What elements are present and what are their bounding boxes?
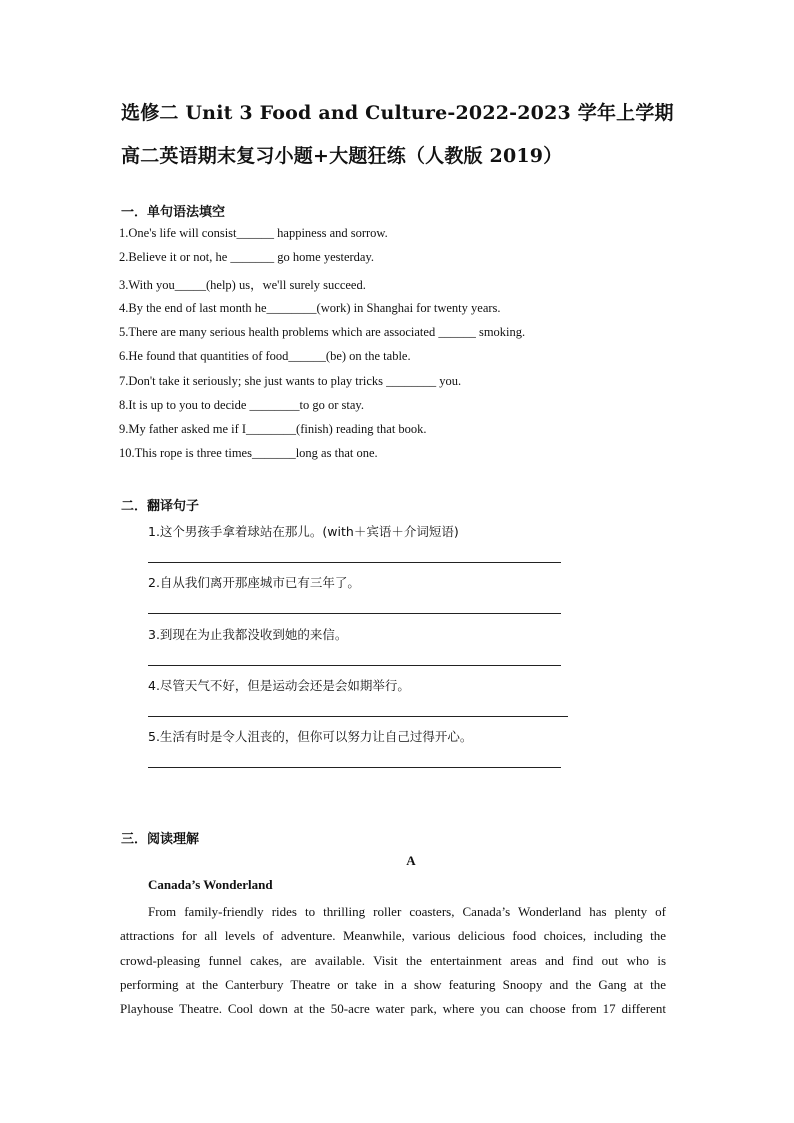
section-heading-grammar: 一．单句语法填空 bbox=[121, 205, 226, 220]
section-heading-reading: 三．阅读理解 bbox=[121, 832, 200, 847]
translation-prompt-4: 4.尽管天气不好，但是运动会还是会如期举行。 bbox=[148, 678, 410, 693]
passage-title: Canada’s Wonderland bbox=[148, 877, 273, 892]
grammar-question-8: 8.It is up to you to decide ________to go or stay. bbox=[119, 398, 364, 412]
grammar-question-5: 5.There are many serious health problems which are associated ______ smoking. bbox=[119, 325, 526, 339]
translation-prompt-1: 1.这个男孩手拿着球站在那儿。(with＋宾语＋介词短语) bbox=[148, 524, 459, 539]
passage-line-1: From family-friendly rides to thrilling roller coasters, Canada’s Wonderland has plenty of bbox=[148, 904, 666, 919]
translation-prompt-3: 3.到现在为止我都没收到她的来信。 bbox=[148, 627, 348, 642]
passage-line-3: crowd-pleasing funnel cakes, are available. Visit the entertainment areas and find out who is bbox=[120, 952, 666, 968]
grammar-question-7: 7.Don't take it seriously; she just wants to play tricks ________ you. bbox=[119, 374, 462, 388]
grammar-question-3: 3.With you_____(help) us，we'll surely succeed. bbox=[119, 278, 366, 292]
passage-letter: A bbox=[406, 853, 416, 868]
grammar-question-1: 1.One's life will consist______ happiness and sorrow. bbox=[119, 226, 388, 240]
grammar-question-9: 9.My father asked me if I________(finish) reading that book. bbox=[119, 422, 427, 436]
passage-paragraph bbox=[120, 900, 666, 1021]
section-heading-translation: 二．翻译句子 bbox=[121, 499, 200, 514]
answer-line-2 bbox=[148, 613, 561, 614]
translation-prompt-2: 2.自从我们离开那座城市已有三年了。 bbox=[148, 575, 360, 590]
grammar-question-2: 2.Believe it or not, he _______ go home yesterday. bbox=[119, 250, 375, 264]
answer-line-3 bbox=[148, 665, 561, 666]
grammar-question-4: 4.By the end of last month he________(work) in Shanghai for twenty years. bbox=[119, 301, 501, 315]
grammar-question-10: 10.This rope is three times_______long as that one. bbox=[119, 446, 378, 460]
translation-prompt-5: 5.生活有时是令人沮丧的，但你可以努力让自己过得开心。 bbox=[148, 729, 473, 744]
passage-line-4: performing at the Canterbury Theatre or take in a show featuring Snoopy and the Gang at the bbox=[120, 976, 666, 992]
document-title-line-2: 高二英语期末复习小题+大题狂练（人教版 2019） bbox=[121, 145, 563, 167]
passage-line-2: attractions for all levels of adventure. Meanwhile, various delicious food choices, including the bbox=[120, 928, 666, 944]
answer-line-4 bbox=[148, 716, 568, 717]
document-title-line-1: 选修二 Unit 3 Food and Culture-2022-2023 学年上学期 bbox=[121, 102, 674, 124]
grammar-question-6: 6.He found that quantities of food______(be) on the table. bbox=[119, 349, 411, 363]
answer-line-1 bbox=[148, 562, 561, 563]
answer-line-5 bbox=[148, 767, 561, 768]
passage-line-5: Playhouse Theatre. Cool down at the 50-acre water park, where you can choose from 17 different bbox=[120, 1001, 666, 1017]
